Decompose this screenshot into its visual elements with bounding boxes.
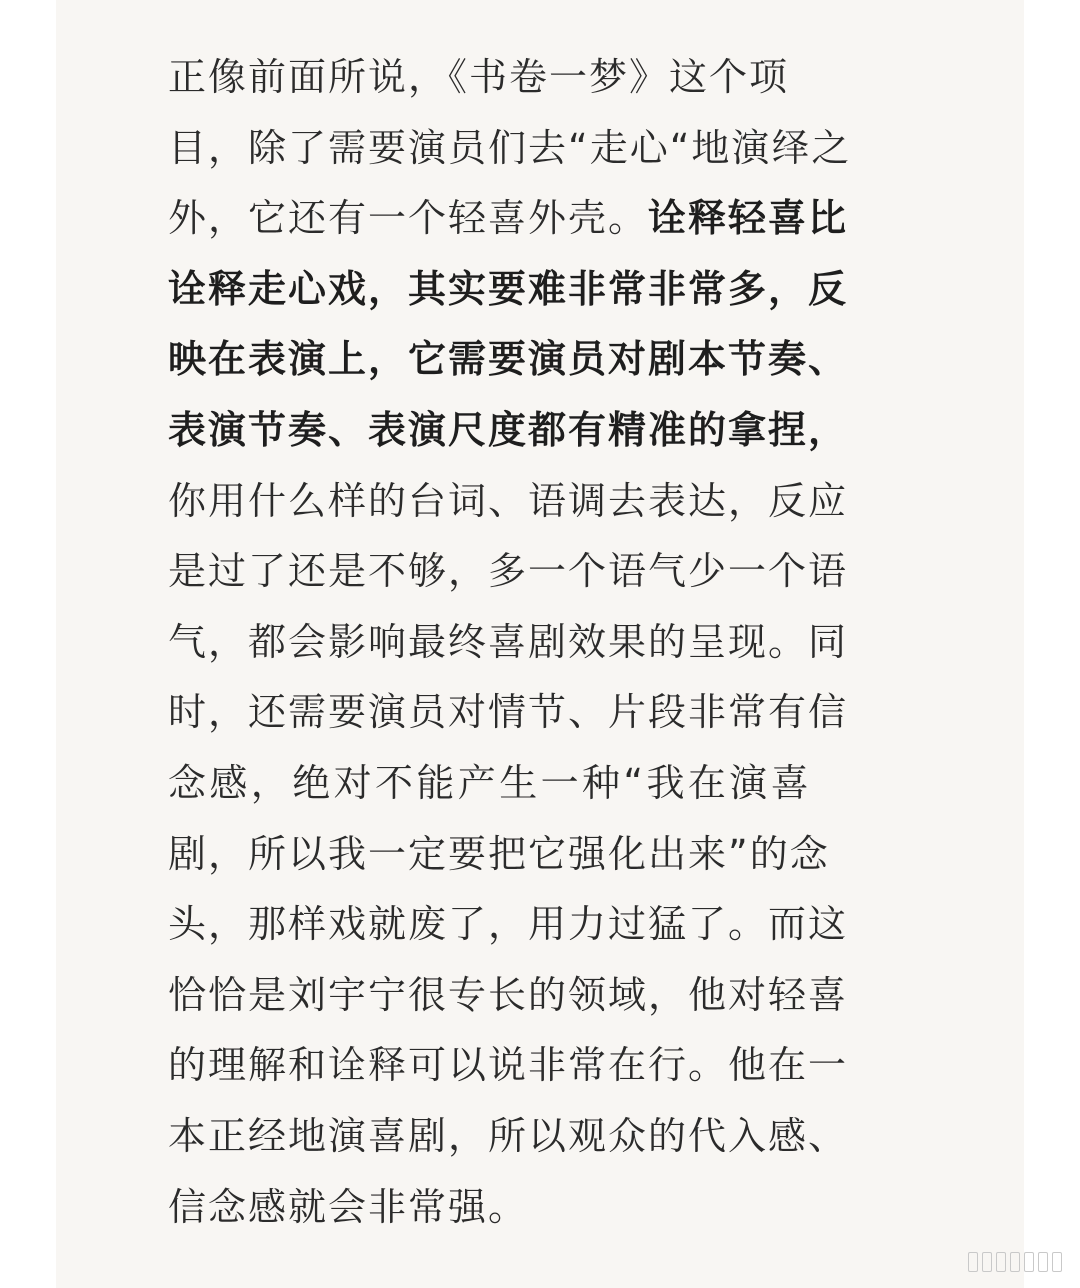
article-card [56, 0, 1024, 1288]
text-line-12: 剧，所以我一定要把它强化出来”的念 [168, 831, 830, 876]
text-line-7: 你用什么样的台词、语调去表达，反应 [168, 478, 849, 523]
text-line-16: 本正经地演喜剧，所以观众的代入感、 [168, 1113, 849, 1158]
text-line-9: 气，都会影响最终喜剧效果的呈现。同 [168, 619, 849, 664]
text-line-8: 是过了还是不够，多一个语气少一个语 [168, 549, 849, 594]
text-line-3 [168, 183, 918, 254]
text-line-14: 恰恰是刘宇宁很专长的领域，他对轻喜 [168, 972, 849, 1017]
text-line-3-bold: 诠释轻喜比 [648, 196, 849, 241]
text-line-13: 头，那样戏就废了，用力过猛了。而这 [168, 902, 849, 947]
text-line-6-bold: 表演节奏、表演尺度都有精准的拿捏， [168, 407, 849, 452]
text-line-10: 时，还需要演员对情节、片段非常有信 [168, 690, 849, 735]
text-line-17: 信念感就会非常强。 [168, 1184, 529, 1229]
text-line-3-regular: 外，它还有一个轻喜外壳。 [168, 196, 649, 241]
text-line-5-bold: 映在表演上，它需要演员对剧本节奏、 [168, 337, 849, 382]
text-line-1: 正像前面所说，《书卷一梦》这个项 [168, 55, 790, 99]
watermark-logo [968, 1252, 1062, 1272]
text-line-11: 念感，绝对不能产生一种“我在演喜 [168, 760, 813, 805]
text-line-2: 目，除了需要演员们去“走心“地演绎之 [168, 125, 852, 170]
text-line-15: 的理解和诠释可以说非常在行。他在一 [168, 1043, 849, 1088]
article-body [168, 42, 918, 1242]
text-line-4-bold: 诠释走心戏，其实要难非常非常多，反 [168, 266, 849, 311]
